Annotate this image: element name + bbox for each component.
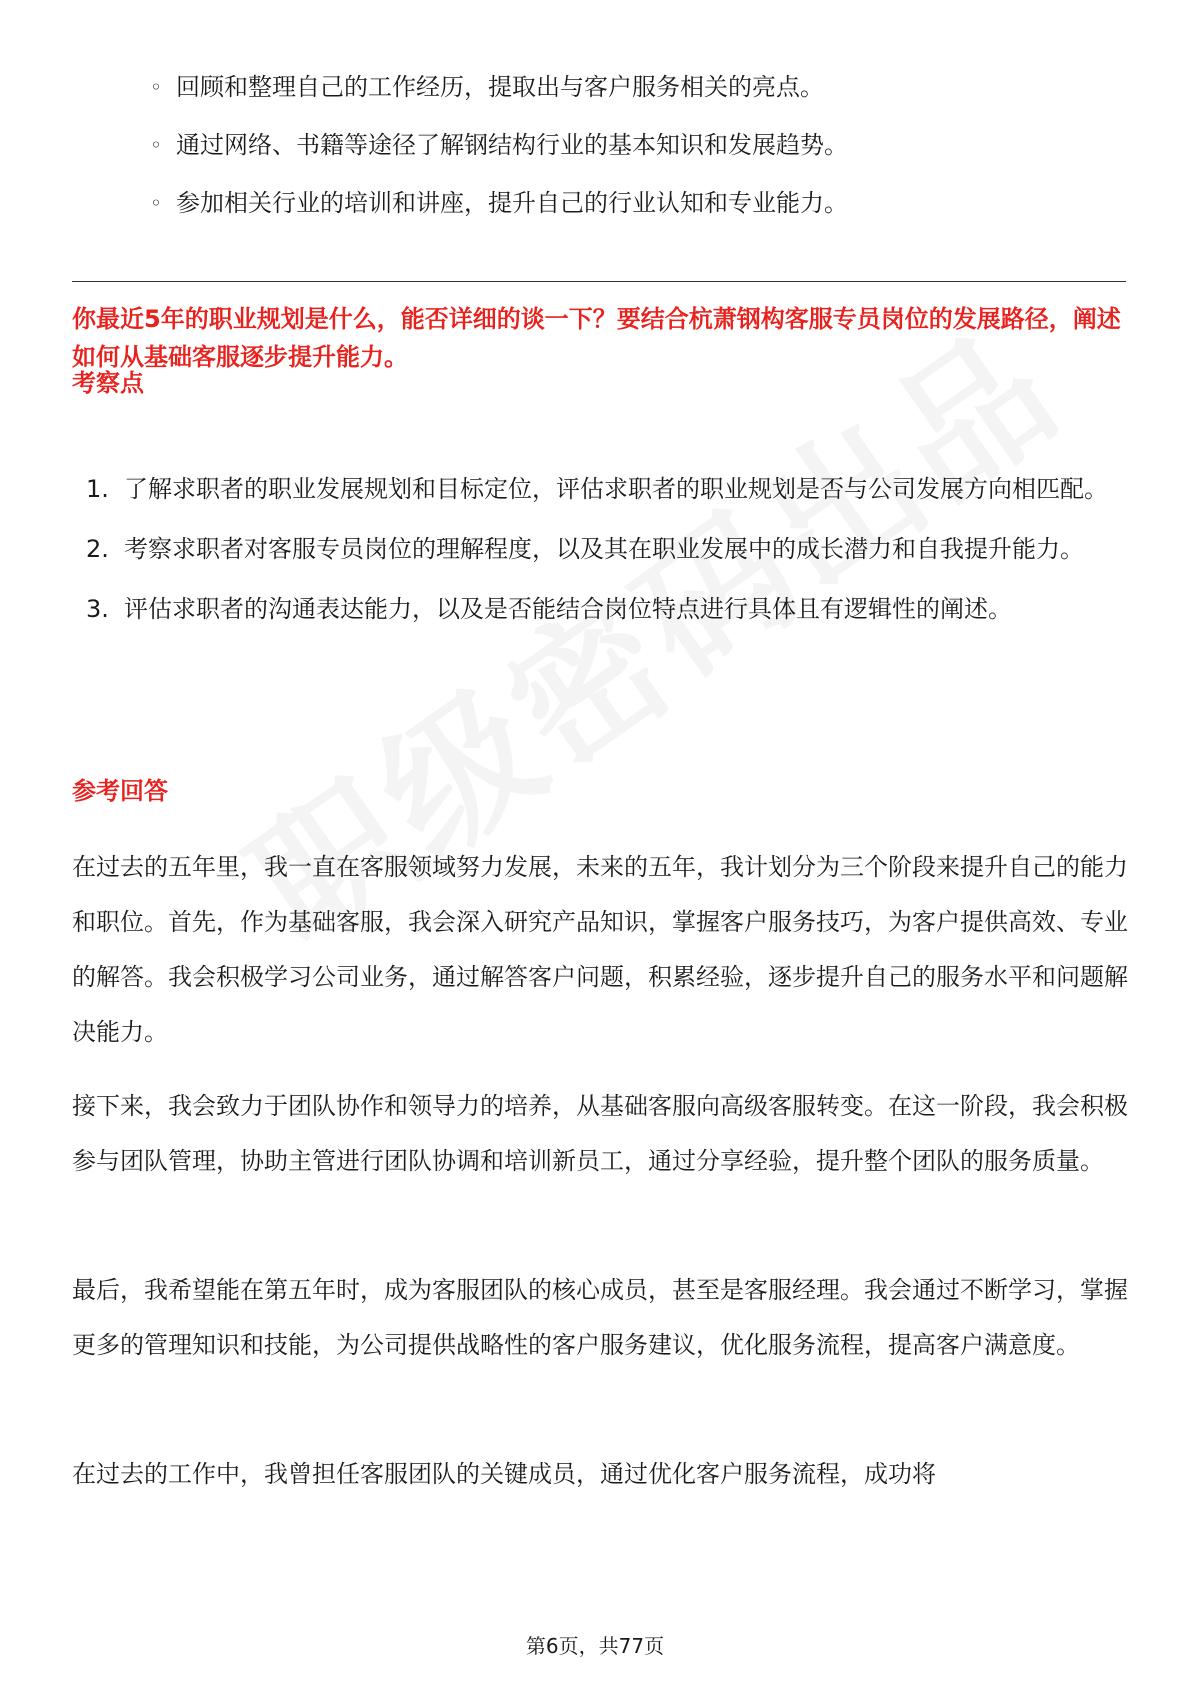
list-item <box>72 462 1132 517</box>
list-number: 2. <box>86 535 109 563</box>
list-item <box>150 174 1130 232</box>
assessment-points-list <box>72 462 1132 642</box>
bullet-circle-icon: ◦ <box>150 75 162 99</box>
bullet-text: 通过网络、书籍等途径了解钢结构行业的基本知识和发展趋势。 <box>176 131 848 159</box>
page-footer: 第6页，共77页 <box>525 1634 665 1658</box>
list-number: 1. <box>86 475 109 503</box>
answer-paragraph: 接下来，我会致力于团队协作和领导力的培养，从基础客服向高级客服转变。在这一阶段，我会积极参与团队管理，协助主管进行团队协调和培训新员工，通过分享经验，提升整个团队的服务质量。 <box>72 1092 1128 1175</box>
list-item <box>72 582 1132 637</box>
section-divider <box>72 281 1126 282</box>
list-item <box>150 58 1130 116</box>
interview-question: 你最近5年的职业规划是什么，能否详细的谈一下？要结合杭萧钢构客服专员岗位的发展路径，阐述如何从基础客服逐步提升能力。 <box>72 305 1121 371</box>
answer-paragraph: 在过去的五年里，我一直在客服领域努力发展，未来的五年，我计划分为三个阶段来提升自己的能力和职位。首先，作为基础客服，我会深入研究产品知识，掌握客户服务技巧，为客户提供高效、专业的解答。我会积极学习公司业务，通过解答客户问题，积累经验，逐步提升自己的服务水平和问题解决能力。 <box>72 853 1128 1046</box>
section-title-points: 考察点 <box>72 369 144 397</box>
bullet-text: 回顾和整理自己的工作经历，提取出与客户服务相关的亮点。 <box>176 73 824 101</box>
list-item <box>150 116 1130 174</box>
point-text: 了解求职者的职业发展规划和目标定位，评估求职者的职业规划是否与公司发展方向相匹配。 <box>124 475 1108 503</box>
list-item <box>72 522 1132 577</box>
point-text: 考察求职者对客服专员岗位的理解程度，以及其在职业发展中的成长潜力和自我提升能力。 <box>124 535 1084 563</box>
list-number: 3. <box>86 595 109 623</box>
section-title-answer: 参考回答 <box>72 777 168 805</box>
preparation-bullet-list <box>150 58 1130 232</box>
bullet-circle-icon: ◦ <box>150 191 162 215</box>
point-text: 评估求职者的沟通表达能力，以及是否能结合岗位特点进行具体且有逻辑性的阐述。 <box>124 595 1012 623</box>
bullet-text: 参加相关行业的培训和讲座，提升自己的行业认知和专业能力。 <box>176 189 848 217</box>
bullet-circle-icon: ◦ <box>150 133 162 157</box>
answer-paragraph: 最后，我希望能在第五年时，成为客服团队的核心成员，甚至是客服经理。我会通过不断学习，掌握更多的管理知识和技能，为公司提供战略性的客户服务建议，优化服务流程，提高客户满意度。 <box>72 1276 1128 1359</box>
answer-paragraph: 在过去的工作中，我曾担任客服团队的关键成员，通过优化客户服务流程，成功将 <box>72 1460 936 1488</box>
